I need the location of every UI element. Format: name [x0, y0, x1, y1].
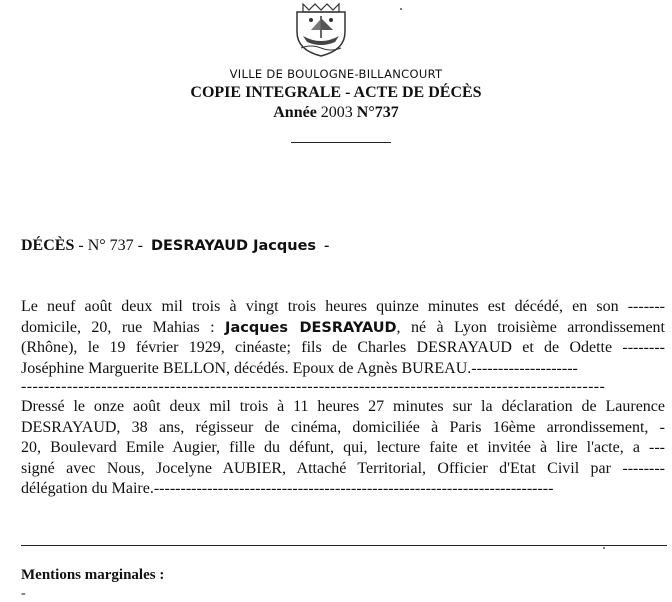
mentions-divider: [21, 545, 667, 546]
document-title: COPIE INTEGRALE - ACTE DE DÉCÈS: [190, 84, 482, 101]
city-name: VILLE DE BOULOGNE-BILLANCOURT: [229, 67, 443, 81]
declaration-paragraph: [21, 397, 665, 500]
line2-end: , né à Lyon troisième arrondissement: [396, 318, 665, 336]
mentions-value: -: [21, 586, 26, 601]
deces-sep2: -: [133, 237, 151, 254]
paragraph-line: signé avec Nous, Jocelyne AUBIER, Attaché Territorial, Officier d'Etat Civil par --------: [21, 459, 665, 477]
paragraph-line: (Rhône), le 19 février 1929, cinéaste; fils de Charles DESRAYAUD et de Odette --------: [21, 339, 665, 356]
deces-sep1: -: [74, 237, 88, 254]
death-paragraph: [21, 297, 665, 379]
paragraph-line: délégation du Maire.---------------------------------------------------------------------------: [21, 480, 554, 497]
year-label: Année: [273, 104, 317, 121]
paragraph-line: Joséphine Marguerite BELLON, décédés. Epoux de Agnès BUREAU.--------------------: [21, 359, 578, 377]
city-crest-icon: [291, 2, 351, 58]
deces-label: DÉCÈS: [21, 237, 75, 254]
paragraph-line: Le neuf août deux mil trois à vingt trois heures quinze minutes est décédé, en son -------: [21, 298, 665, 315]
act-number: N°737: [356, 104, 399, 121]
paragraph-line: 20, Boulevard Emile Augier, fille du défunt, qui, lecture faite et invitée à lire l'acte, a ---: [21, 439, 665, 456]
dash-separator: ------------------------------------------------------------------------------------------------------: [21, 378, 606, 395]
mentions-label: Mentions marginales :: [21, 567, 165, 583]
deceased-full-name: Jacques DESRAYAUD: [225, 319, 397, 336]
line2-start: domicile, 20, rue Mahias :: [21, 318, 226, 336]
deces-number: N° 737: [87, 237, 134, 254]
scan-speck: [603, 547, 605, 549]
deces-trail: -: [316, 237, 330, 254]
paragraph-line: DESRAYAUD, 38 ans, régisseur de cinéma, domiciliée à Paris 16ème arrondissement, -: [21, 418, 665, 436]
scan-speck: [400, 8, 402, 10]
title-underline: [291, 142, 391, 143]
year-line: [0, 104, 672, 122]
deceased-name: DESRAYAUD Jacques: [150, 238, 317, 254]
paragraph-line: [21, 318, 665, 339]
deces-heading: [21, 237, 329, 255]
year-value: 2003: [320, 104, 353, 121]
paragraph-line: Dressé le onze août deux mil trois à 11 heures 27 minutes sur la déclaration de Laurence: [21, 398, 665, 415]
